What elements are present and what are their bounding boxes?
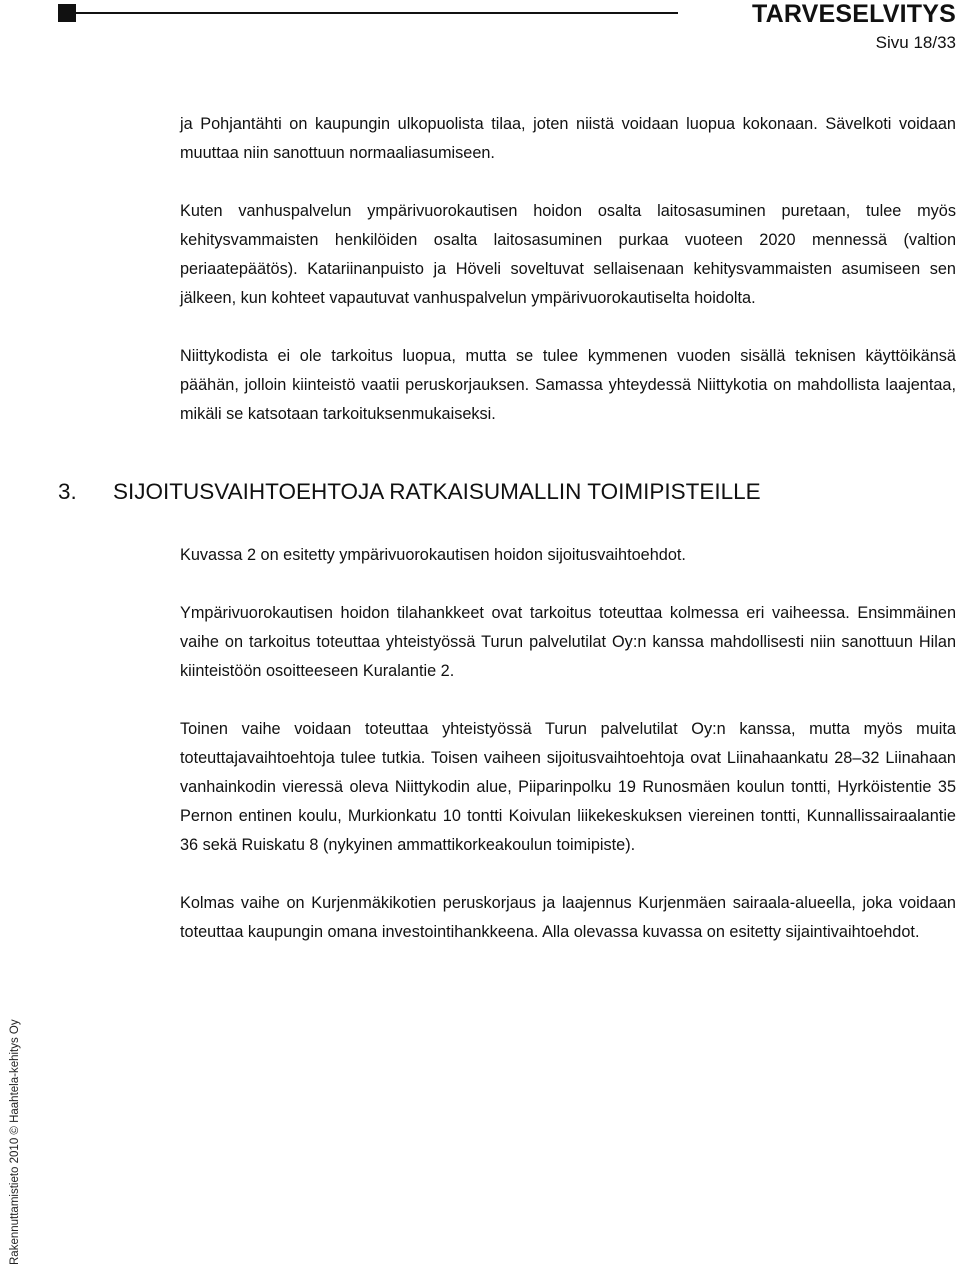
section-number: 3. [58, 479, 77, 504]
page-number: Sivu 18/33 [875, 33, 956, 52]
body-text [180, 110, 956, 429]
section-text [180, 541, 956, 947]
paragraph-3: Niittykodista ei ole tarkoitus luopua, mutta se tulee kymmenen vuoden sisällä teknisen käyttöikänsä päähän, jolloin kiinteistö vaatii peruskorjauksen. Samassa yhteydessä Niittykotia on mahdollista laajentaa, mikäli se katsotaan tarkoituksenmukaiseksi. [180, 347, 956, 423]
paragraph-1: ja Pohjantähti on kaupungin ulkopuolista tilaa, joten niistä voidaan luopua kokonaan. Sävelkoti voidaan muuttaa niin sanottuun normaaliasumiseen. [180, 115, 956, 162]
section-title: SIJOITUSVAIHTOEHTOJA RATKAISUMALLIN TOIMIPISTEILLE [113, 479, 761, 504]
document-title: TARVESELVITYS [751, 0, 956, 28]
section-paragraph-1: Kuvassa 2 on esitetty ympärivuorokautisen hoidon sijoitusvaihtoehdot. [180, 546, 686, 564]
section-paragraph-4: Kolmas vaihe on Kurjenmäkikotien peruskorjaus ja laajennus Kurjenmäen sairaala-alueella, joka voidaan toteuttaa kaupungin omana investointihankkeena. Alla olevassa kuvassa on esitetty sijaintivaihtoehdot. [180, 894, 956, 941]
copyright-sidebar: Rakennuttamistieto 2010 © Haahtela-kehitys Oy [9, 1019, 21, 1265]
section-paragraph-3: Toinen vaihe voidaan toteuttaa yhteistyössä Turun palvelutilat Oy:n kanssa, mutta myös muita toteuttajavaihtoehtoja tulee tutkia. Toisen vaiheen sijoitusvaihtoehtoja ovat Liinahaankatu 28–32 Liinahaan vanhainkodin vieressä oleva Niittykodin alue, Piiparinpolku 19 Runosmäen koulun tontti, Hyrköistentie 35 Pernon entinen koulu, Murkionkatu 10 tontti Koivulan liikekeskuksen viereinen tontti, Kunnallissairaalantie 36 sekä Ruiskatu 8 (nykyinen ammattikorkeakoulun toimipiste). [180, 720, 956, 854]
header-square-mark [58, 4, 76, 22]
section-paragraph-2: Ympärivuorokautisen hoidon tilahankkeet ovat tarkoitus toteuttaa kolmessa eri vaiheessa. Ensimmäinen vaihe on tarkoitus toteuttaa yhteistyössä Turun palvelutilat Oy:n kanssa mahdollisesti niin sanottuun Hilan kiinteistöön osoitteeseen Kuralantie 2. [180, 604, 956, 680]
section-heading [58, 477, 948, 507]
paragraph-2: Kuten vanhuspalvelun ympärivuorokautisen hoidon osalta laitosasuminen puretaan, tulee myös kehitysvammaisten henkilöiden osalta laitosasuminen purkaa vuoteen 2020 mennessä (valtion periaatepäätös). Katariinanpuisto ja Höveli soveltuvat sellaisenaan kehitysvammaisten asumiseen sen jälkeen, kun kohteet vapautuvat vanhuspalvelun ympärivuorokautiselta hoidolta. [180, 202, 956, 307]
header-rule [76, 12, 678, 14]
